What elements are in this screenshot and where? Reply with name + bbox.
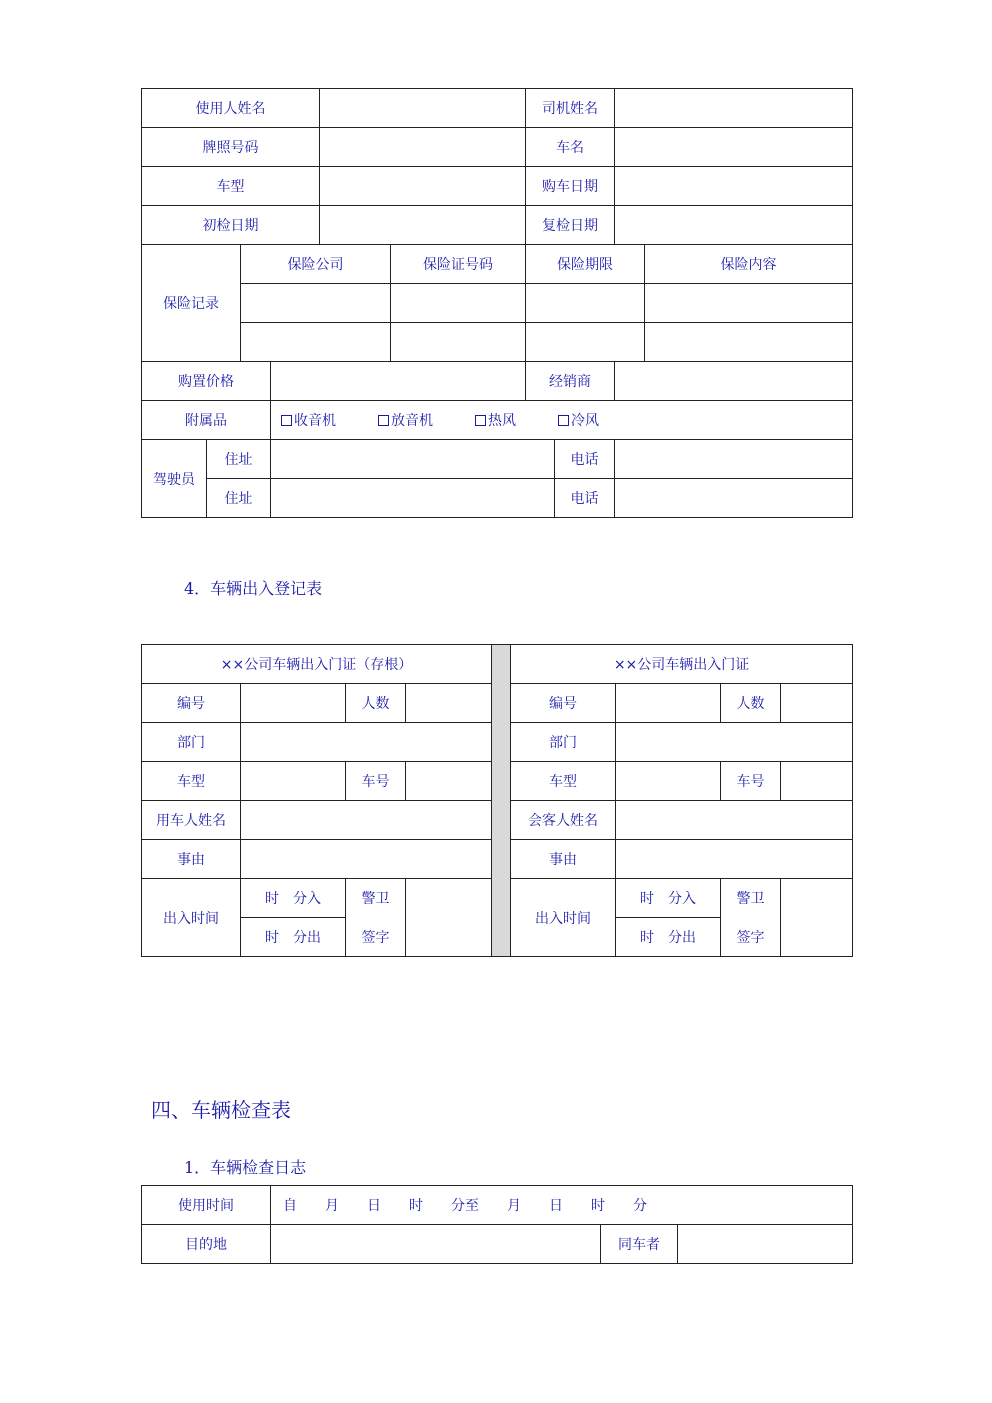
car-no-value[interactable] [781, 762, 853, 801]
car-type-value[interactable] [320, 167, 526, 206]
ins-no-cell[interactable] [391, 284, 526, 323]
reason-label: 事由 [142, 840, 241, 879]
people-label: 人数 [346, 684, 406, 723]
accessory-radio[interactable] [281, 413, 336, 429]
dept-label: 部门 [511, 723, 616, 762]
user-name-value[interactable] [241, 801, 492, 840]
checkbox-icon[interactable] [475, 415, 486, 426]
companion-label: 同车者 [601, 1225, 678, 1264]
plate-value[interactable] [320, 128, 526, 167]
ins-content-cell[interactable] [645, 323, 853, 362]
destination-value[interactable] [271, 1225, 601, 1264]
guard-label: 警卫 [721, 879, 781, 918]
accessories-label: 附属品 [142, 401, 271, 440]
no-value[interactable] [241, 684, 346, 723]
car-name-label: 车名 [526, 128, 615, 167]
no-value[interactable] [616, 684, 721, 723]
guard-sign-value[interactable] [406, 879, 492, 957]
time-out-label: 时 分出 [616, 918, 721, 957]
sign-label: 签字 [721, 918, 781, 957]
time-in-label: 时 分入 [616, 879, 721, 918]
reason-value[interactable] [616, 840, 853, 879]
dealer-label: 经销商 [526, 362, 615, 401]
car-type-value[interactable] [241, 762, 346, 801]
insurance-record-label: 保险记录 [142, 245, 241, 362]
ins-no-cell[interactable] [391, 323, 526, 362]
user-name-label: 用车人姓名 [142, 801, 241, 840]
address-label: 住址 [207, 479, 271, 518]
user-name-value[interactable] [320, 89, 526, 128]
car-type-label: 车型 [142, 167, 320, 206]
pass-stub-title: ××公司车辆出入门证（存根） [142, 645, 492, 684]
ins-content-cell[interactable] [645, 284, 853, 323]
driver-name-value[interactable] [615, 89, 853, 128]
car-type-value[interactable] [616, 762, 721, 801]
no-label: 编号 [142, 684, 241, 723]
people-label: 人数 [721, 684, 781, 723]
ins-content-header: 保险内容 [645, 245, 853, 284]
destination-label: 目的地 [142, 1225, 271, 1264]
in-out-time-label: 出入时间 [511, 879, 616, 957]
plate-label: 牌照号码 [142, 128, 320, 167]
accessory-label: 收音机 [294, 413, 336, 429]
in-out-time-label: 出入时间 [142, 879, 241, 957]
companion-value[interactable] [678, 1225, 853, 1264]
car-no-label: 车号 [721, 762, 781, 801]
dealer-value[interactable] [615, 362, 853, 401]
ins-company-header: 保险公司 [241, 245, 391, 284]
chapter-4-title: 四、车辆检查表 [151, 1098, 291, 1122]
accessory-tape-player[interactable] [378, 413, 433, 429]
no-label: 编号 [511, 684, 616, 723]
vehicle-pass-table [141, 644, 853, 957]
checkbox-icon[interactable] [558, 415, 569, 426]
address-value[interactable] [271, 440, 555, 479]
dept-value[interactable] [616, 723, 853, 762]
phone-label: 电话 [555, 440, 615, 479]
driver-name-label: 司机姓名 [526, 89, 615, 128]
ins-no-header: 保险证号码 [391, 245, 526, 284]
guard-label: 警卫 [346, 879, 406, 918]
purchase-date-value[interactable] [615, 167, 853, 206]
accessories-options [271, 401, 853, 440]
inspection-log-table [141, 1185, 853, 1264]
checkbox-icon[interactable] [281, 415, 292, 426]
user-name-label: 使用人姓名 [142, 89, 320, 128]
visitor-name-label: 会客人姓名 [511, 801, 616, 840]
people-value[interactable] [781, 684, 853, 723]
phone-value[interactable] [615, 479, 853, 518]
vehicle-info-table [141, 88, 853, 518]
re-inspect-value[interactable] [615, 206, 853, 245]
section-1-title: 1．车辆检查日志 [184, 1158, 307, 1177]
first-inspect-value[interactable] [320, 206, 526, 245]
section-4-title: 4．车辆出入登记表 [184, 579, 323, 598]
address-label: 住址 [207, 440, 271, 479]
pass-title: ××公司车辆出入门证 [511, 645, 853, 684]
use-time-value[interactable]: 自 月 日 时 分至 月 日 时 分 [271, 1186, 853, 1225]
car-name-value[interactable] [615, 128, 853, 167]
reason-label: 事由 [511, 840, 616, 879]
first-inspect-label: 初检日期 [142, 206, 320, 245]
accessory-heater[interactable] [475, 413, 516, 429]
accessory-label: 热风 [488, 413, 516, 429]
car-no-label: 车号 [346, 762, 406, 801]
use-time-label: 使用时间 [142, 1186, 271, 1225]
ins-period-cell[interactable] [526, 284, 645, 323]
car-no-value[interactable] [406, 762, 492, 801]
time-in-label: 时 分入 [241, 879, 346, 918]
accessory-label: 冷风 [571, 413, 599, 429]
phone-value[interactable] [615, 440, 853, 479]
accessory-label: 放音机 [391, 413, 433, 429]
checkbox-icon[interactable] [378, 415, 389, 426]
car-type-label: 车型 [142, 762, 241, 801]
phone-label: 电话 [555, 479, 615, 518]
dept-label: 部门 [142, 723, 241, 762]
purchase-price-label: 购置价格 [142, 362, 271, 401]
driver-label: 驾驶员 [142, 440, 207, 518]
ins-company-cell[interactable] [241, 323, 391, 362]
accessory-cooler[interactable] [558, 413, 599, 429]
time-out-label: 时 分出 [241, 918, 346, 957]
ins-period-header: 保险期限 [526, 245, 645, 284]
people-value[interactable] [406, 684, 492, 723]
ins-company-cell[interactable] [241, 284, 391, 323]
dept-value[interactable] [241, 723, 492, 762]
separator-strip [492, 645, 511, 957]
purchase-price-value[interactable] [271, 362, 526, 401]
visitor-name-value[interactable] [616, 801, 853, 840]
guard-sign-value[interactable] [781, 879, 853, 957]
ins-period-cell[interactable] [526, 323, 645, 362]
car-type-label: 车型 [511, 762, 616, 801]
re-inspect-label: 复检日期 [526, 206, 615, 245]
purchase-date-label: 购车日期 [526, 167, 615, 206]
reason-value[interactable] [241, 840, 492, 879]
sign-label: 签字 [346, 918, 406, 957]
address-value[interactable] [271, 479, 555, 518]
